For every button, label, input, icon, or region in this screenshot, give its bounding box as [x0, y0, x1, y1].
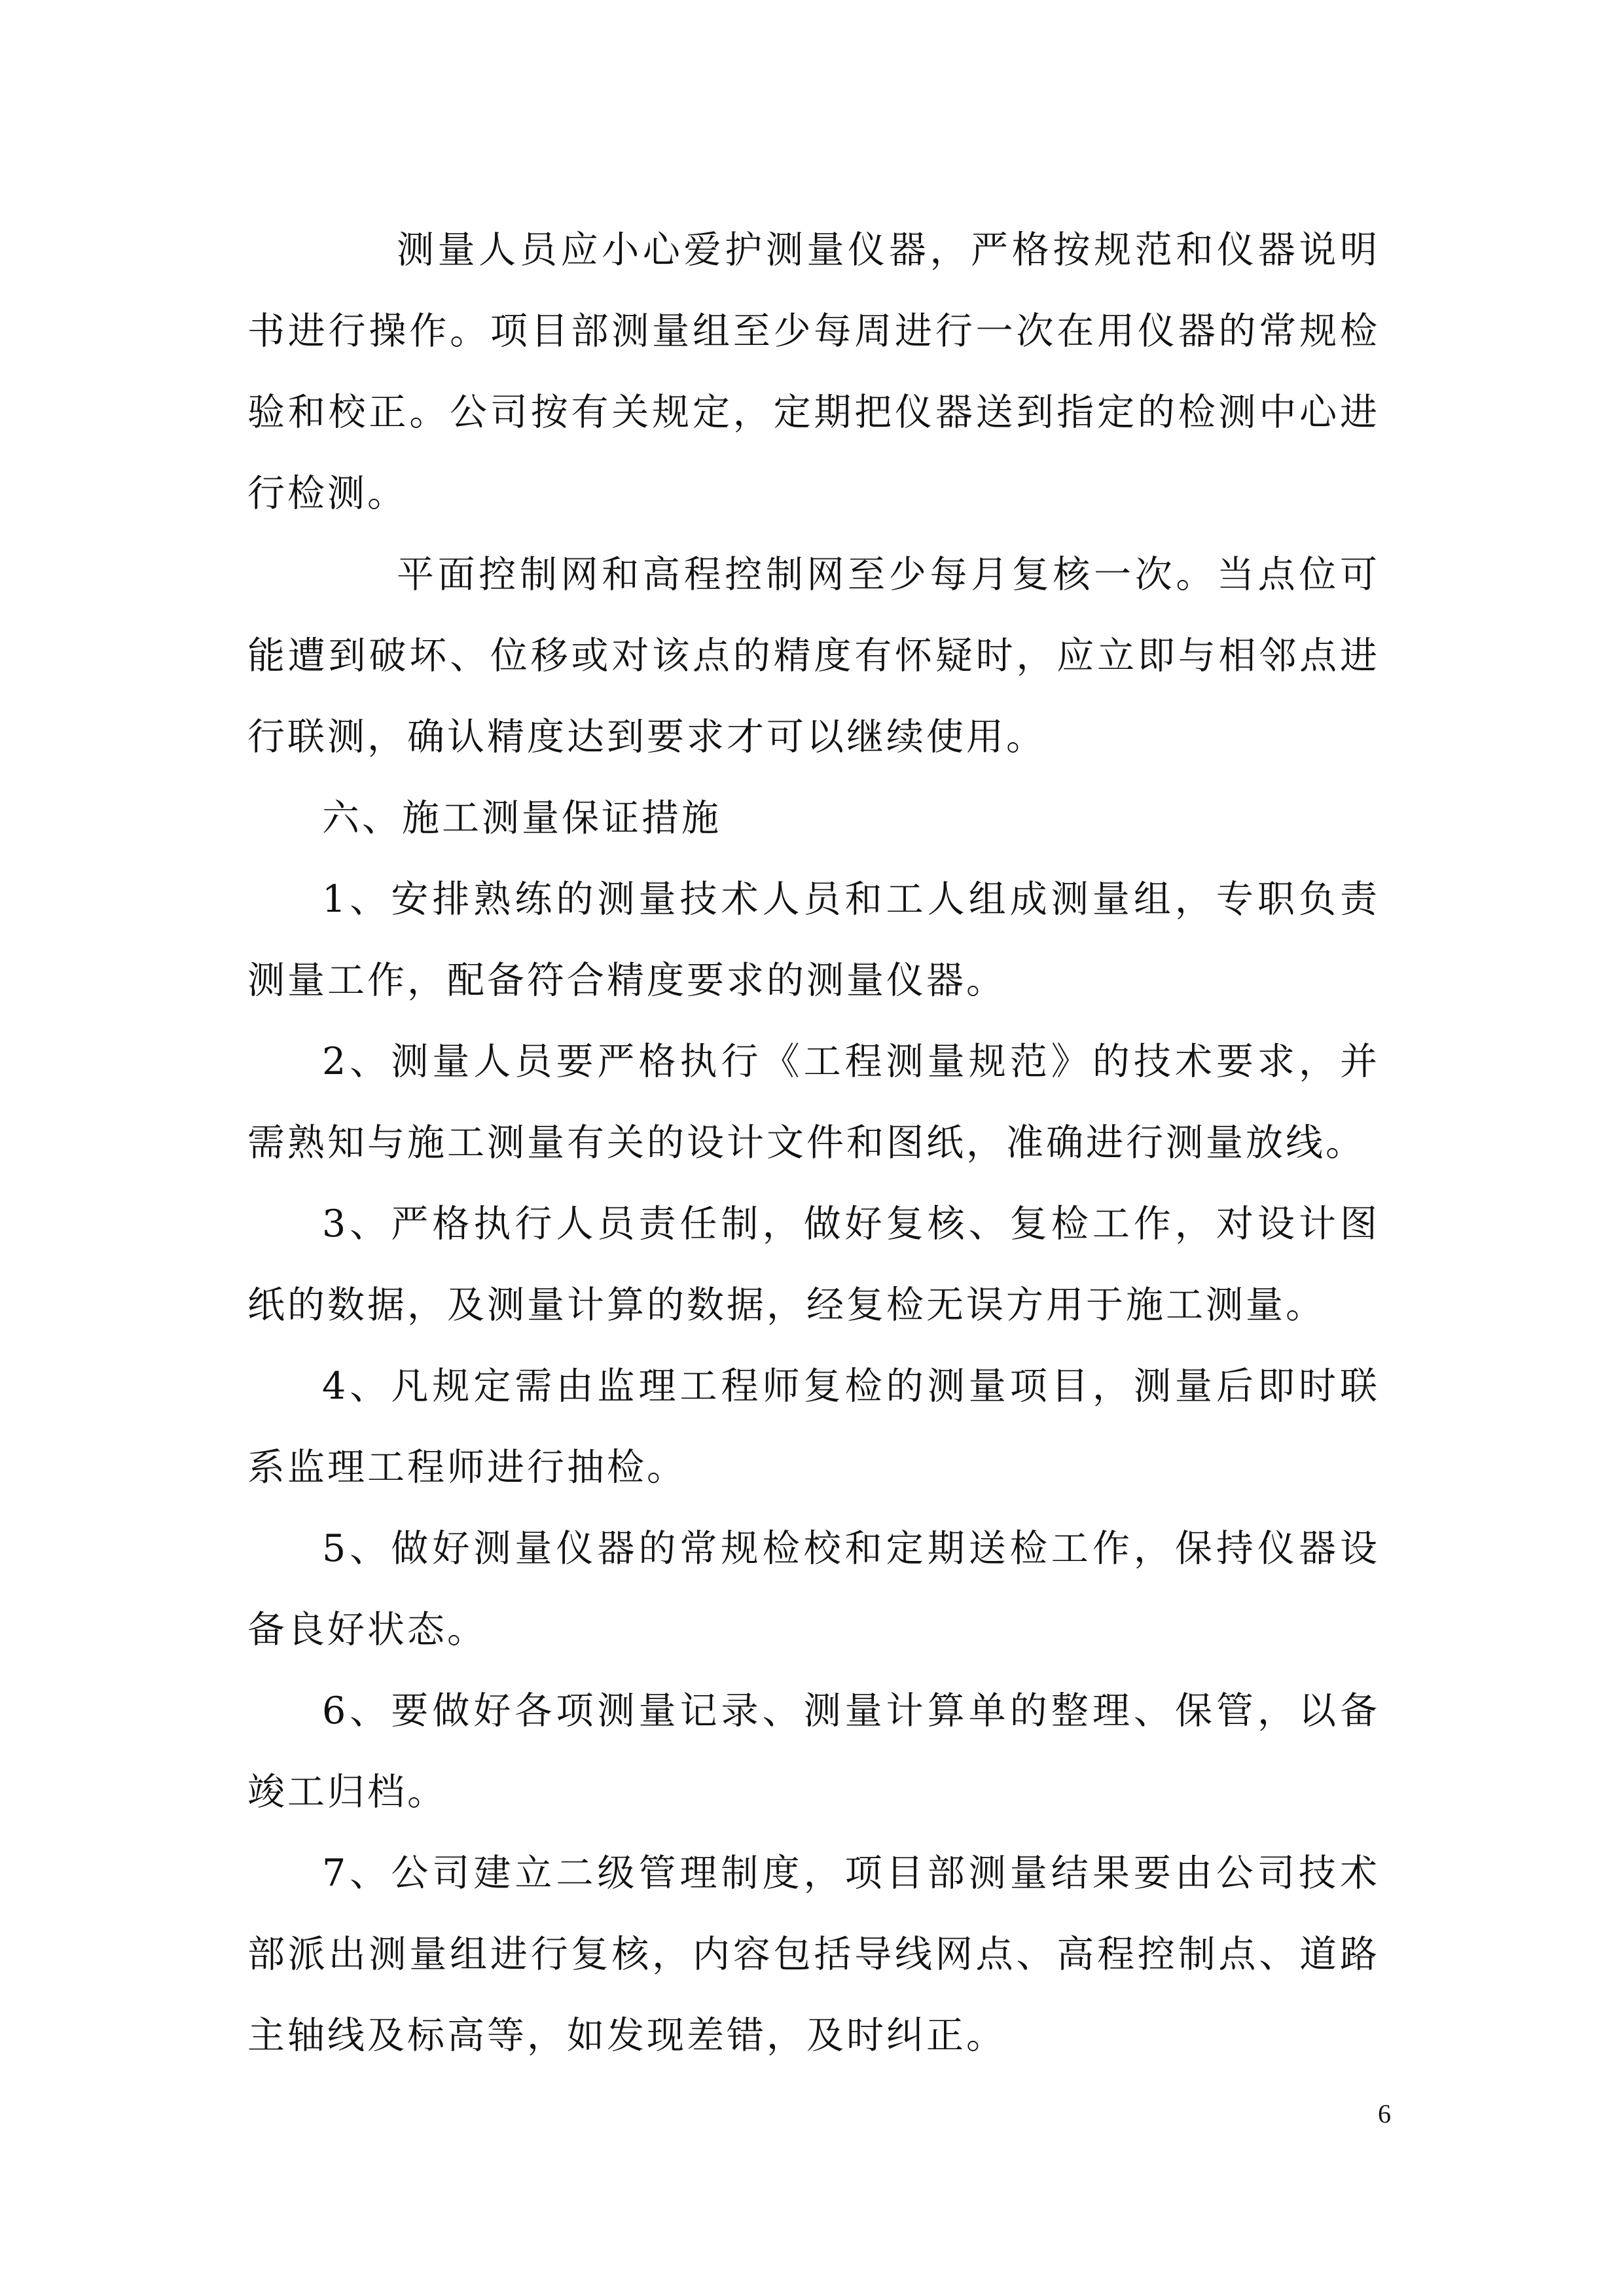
list-item-4: 4、凡规定需由监理工程师复检的测量项目，测量后即时联系监理工程师进行抽检。	[247, 1365, 1380, 1489]
list-item-7: 7、公司建立二级管理制度，项目部测量结果要由公司技术部派出测量组进行复核，内容包括导线网点、高程控制点、道路主轴线及标高等，如发现差错，及时纠正。	[247, 1852, 1380, 2057]
body-text	[247, 209, 1380, 2076]
list-item-2: 2、测量人员要严格执行《工程测量规范》的技术要求，并需熟知与施工测量有关的设计文件和图纸，准确进行测量放线。	[247, 1040, 1380, 1164]
list-item-3: 3、严格执行人员责任制，做好复核、复检工作，对设计图纸的数据，及测量计算的数据，经复检无误方用于施工测量。	[247, 1202, 1380, 1327]
list-item-5: 5、做好测量仪器的常规检校和定期送检工作，保持仪器设备良好状态。	[247, 1527, 1380, 1651]
paragraph-control-network-check: 平面控制网和高程控制网至少每月复核一次。当点位可能遭到破坏、位移或对该点的精度有怀疑时，应立即与相邻点进行联测，确认精度达到要求才可以继续使用。	[247, 553, 1380, 759]
list-item-1: 1、安排熟练的测量技术人员和工人组成测量组，专职负责测量工作，配备符合精度要求的测量仪器。	[247, 878, 1380, 1002]
section-heading-survey-measures: 六、施工测量保证措施	[322, 797, 721, 840]
page-number: 6	[1378, 2099, 1391, 2128]
list-item-6: 6、要做好各项测量记录、测量计算单的整理、保管，以备竣工归档。	[247, 1689, 1380, 1814]
paragraph-instrument-care: 测量人员应小心爱护测量仪器，严格按规范和仪器说明书进行操作。项目部测量组至少每周进行一次在用仪器的常规检验和校正。公司按有关规定，定期把仪器送到指定的检测中心进行检测。	[247, 228, 1380, 515]
